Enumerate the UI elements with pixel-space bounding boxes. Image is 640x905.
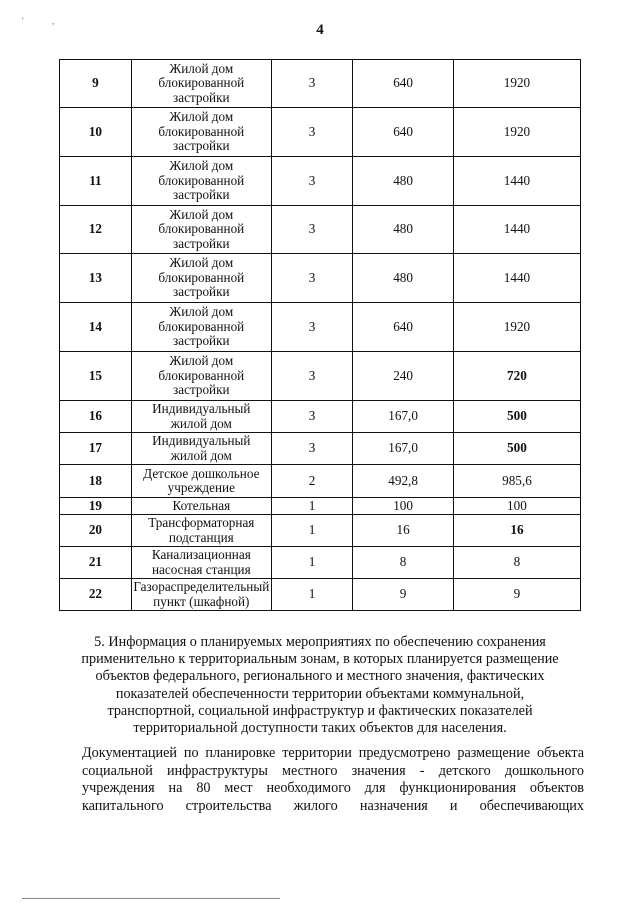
object-name-line: Индивидуальный	[152, 401, 251, 417]
section-heading-line: показателей обеспеченности территории объектами коммунальной,	[115, 685, 525, 702]
floors-cell: 3	[271, 352, 353, 401]
object-name-line: Газораспределительный	[133, 579, 270, 595]
object-name-cell	[131, 108, 271, 157]
table-row	[60, 547, 581, 579]
object-name-line: застройки	[173, 284, 230, 300]
row-number-cell: 10	[60, 108, 132, 157]
section-heading	[40, 634, 600, 737]
object-name-line: Индивидуальный	[152, 433, 251, 449]
row-number-cell: 21	[60, 547, 132, 579]
floors-cell: 2	[271, 465, 353, 498]
body-paragraph	[82, 745, 584, 815]
objects-table-body	[60, 60, 581, 611]
total-area-cell: 720	[453, 352, 580, 401]
area-cell: 9	[353, 579, 454, 611]
scan-mark: '	[22, 16, 24, 26]
object-name-line: Трансформаторная	[148, 515, 255, 531]
area-cell: 480	[353, 254, 454, 303]
total-area-cell: 1920	[453, 60, 580, 108]
row-number-cell: 11	[60, 157, 132, 206]
area-cell: 480	[353, 157, 454, 206]
row-number-cell: 15	[60, 352, 132, 401]
area-cell: 167,0	[353, 433, 454, 465]
object-name-cell	[131, 515, 271, 547]
object-name-cell	[131, 547, 271, 579]
object-name-line: Жилой дом	[169, 158, 234, 174]
row-number-cell: 14	[60, 303, 132, 352]
row-number-cell: 9	[60, 60, 132, 108]
floors-cell: 3	[271, 206, 353, 254]
object-name-line: застройки	[173, 382, 230, 398]
row-number-cell: 13	[60, 254, 132, 303]
section-heading-line: транспортной, социальной инфраструктур и фактических показателей	[107, 702, 533, 719]
total-area-cell: 1440	[453, 254, 580, 303]
floors-cell: 3	[271, 433, 353, 465]
object-name-line: насосная станция	[151, 561, 251, 577]
page-number: 4	[316, 22, 324, 38]
table-row	[60, 465, 581, 498]
footer-divider	[22, 898, 280, 899]
object-name-line: Жилой дом	[169, 109, 234, 125]
table-row	[60, 303, 581, 352]
section-heading-line: применительно к территориальным зонам, в которых планируется размещение	[81, 651, 559, 668]
object-name-cell	[131, 579, 271, 611]
object-name-line: жилой дом	[170, 415, 232, 431]
object-name-line: блокированной	[158, 75, 245, 91]
area-cell: 16	[353, 515, 454, 547]
object-name-line: Жилой дом	[169, 60, 234, 76]
total-area-cell: 500	[453, 433, 580, 465]
scan-mark: ,	[52, 16, 55, 26]
floors-cell: 3	[271, 401, 353, 433]
object-name-cell	[131, 60, 271, 108]
table-row	[60, 401, 581, 433]
object-name-cell	[131, 465, 271, 498]
table-row	[60, 60, 581, 108]
object-name-line: блокированной	[158, 123, 245, 139]
section-heading-line: 5. Информация о планируемых мероприятиях по обеспечению сохранения	[94, 634, 546, 650]
table-row	[60, 108, 581, 157]
object-name-line: Жилой дом	[169, 255, 234, 271]
object-name-line: застройки	[173, 138, 230, 154]
total-area-cell: 100	[453, 498, 580, 515]
object-name-cell	[131, 401, 271, 433]
area-cell: 167,0	[353, 401, 454, 433]
area-cell: 240	[353, 352, 454, 401]
total-area-cell: 500	[453, 401, 580, 433]
object-name-line: застройки	[173, 187, 230, 203]
table-row	[60, 352, 581, 401]
area-cell: 8	[353, 547, 454, 579]
table-row	[60, 515, 581, 547]
area-cell: 640	[353, 60, 454, 108]
object-name-line: пункт (шкафной)	[153, 593, 250, 609]
object-name-cell	[131, 352, 271, 401]
object-name-line: Канализационная	[151, 547, 251, 563]
total-area-cell: 985,6	[453, 465, 580, 498]
row-number-cell: 19	[60, 498, 132, 515]
object-name-line: Котельная	[172, 497, 231, 513]
object-name-line: блокированной	[158, 367, 245, 383]
area-cell: 492,8	[353, 465, 454, 498]
object-name-line: Жилой дом	[169, 353, 234, 369]
object-name-line: застройки	[173, 89, 230, 105]
object-name-line: блокированной	[158, 269, 245, 285]
floors-cell: 3	[271, 254, 353, 303]
object-name-line: блокированной	[158, 172, 245, 188]
object-name-cell	[131, 206, 271, 254]
table-row	[60, 206, 581, 254]
row-number-cell: 17	[60, 433, 132, 465]
table-row	[60, 579, 581, 611]
object-name-cell	[131, 433, 271, 465]
floors-cell: 1	[271, 515, 353, 547]
table-row	[60, 157, 581, 206]
total-area-cell: 16	[453, 515, 580, 547]
object-name-line: застройки	[173, 333, 230, 349]
section-heading-line: территориальной доступности таких объектов для населения.	[133, 720, 507, 737]
table-row	[60, 498, 581, 515]
object-name-cell	[131, 254, 271, 303]
area-cell: 640	[353, 303, 454, 352]
total-area-cell: 1920	[453, 108, 580, 157]
row-number-cell: 22	[60, 579, 132, 611]
total-area-cell: 8	[453, 547, 580, 579]
table-row	[60, 254, 581, 303]
floors-cell: 1	[271, 498, 353, 515]
object-name-line: блокированной	[158, 221, 245, 237]
object-name-line: застройки	[173, 235, 230, 251]
objects-table	[59, 59, 581, 611]
section-heading-line: объектов федерального, регионального и местного значения, фактических	[95, 668, 545, 685]
row-number-cell: 16	[60, 401, 132, 433]
floors-cell: 1	[271, 579, 353, 611]
total-area-cell: 1920	[453, 303, 580, 352]
object-name-line: учреждение	[167, 480, 235, 495]
body-paragraph-text: Документацией по планировке территории предусмотрено размещение объекта социальной инфраструктуры местного значения - детского дошкольного учреждения на 80 мест необходимого для функционирования объектов капитального строительства жилого назначения и обеспечивающих	[82, 745, 584, 814]
floors-cell: 1	[271, 547, 353, 579]
area-cell: 640	[353, 108, 454, 157]
area-cell: 480	[353, 206, 454, 254]
floors-cell: 3	[271, 108, 353, 157]
total-area-cell: 1440	[453, 206, 580, 254]
object-name-cell	[131, 303, 271, 352]
object-name-line: блокированной	[158, 318, 245, 334]
floors-cell: 3	[271, 60, 353, 108]
row-number-cell: 12	[60, 206, 132, 254]
object-name-line: Детское дошкольное	[143, 465, 260, 481]
total-area-cell: 1440	[453, 157, 580, 206]
area-cell: 100	[353, 498, 454, 515]
floors-cell: 3	[271, 157, 353, 206]
object-name-line: жилой дом	[170, 447, 232, 463]
table-row	[60, 433, 581, 465]
total-area-cell: 9	[453, 579, 580, 611]
row-number-cell: 20	[60, 515, 132, 547]
object-name-line: подстанция	[168, 529, 234, 545]
object-name-cell	[131, 498, 271, 515]
object-name-line: Жилой дом	[169, 304, 234, 320]
object-name-cell	[131, 157, 271, 206]
floors-cell: 3	[271, 303, 353, 352]
row-number-cell: 18	[60, 465, 132, 498]
object-name-line: Жилой дом	[169, 206, 234, 222]
